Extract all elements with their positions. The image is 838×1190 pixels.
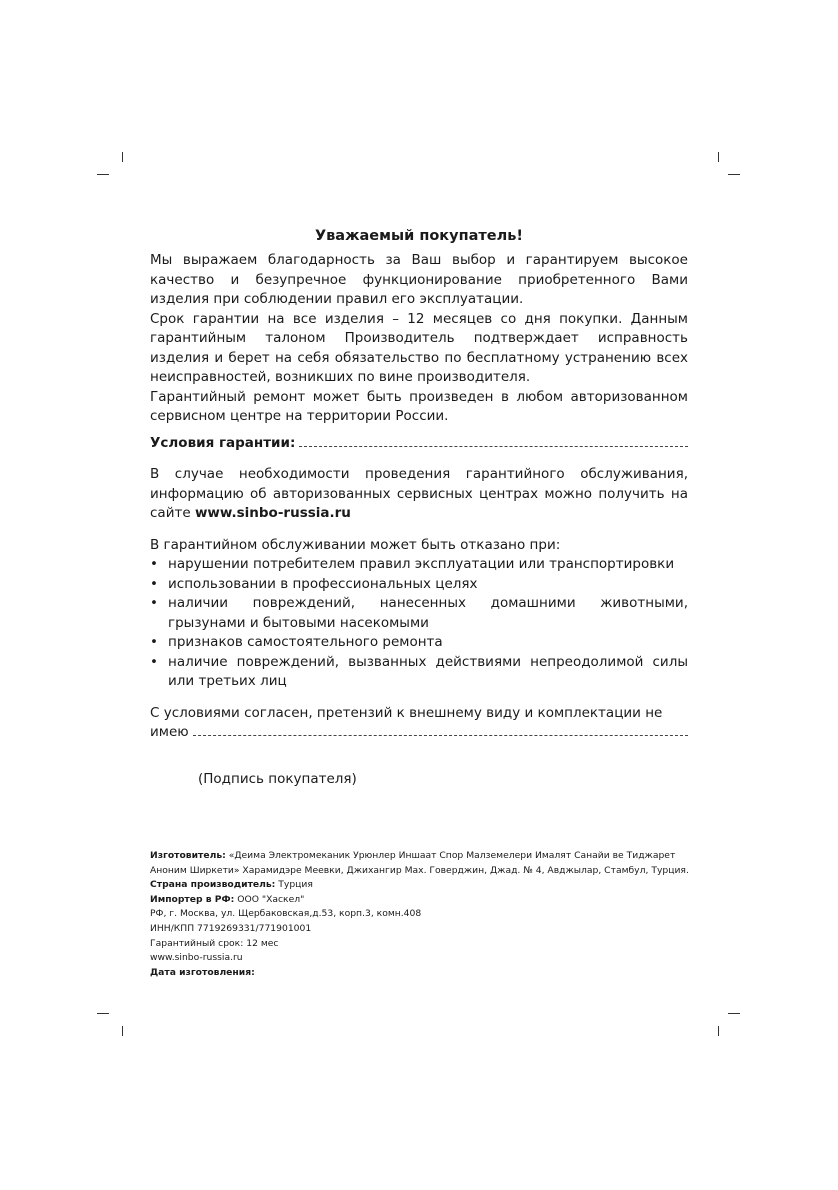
crop-mark xyxy=(122,152,123,162)
list-item xyxy=(150,633,688,653)
conditions-heading-row xyxy=(150,434,688,454)
manufacturer-line xyxy=(150,849,695,878)
conditions-text: В случае необходимости проведения гарантийного обслуживания, информацию об авторизованных сервисных центрах можно получить на сайте xyxy=(150,466,688,521)
warranty-card xyxy=(150,228,688,787)
crop-mark xyxy=(97,174,109,175)
refusal-list xyxy=(150,555,688,692)
page-title: Уважаемый покупатель! xyxy=(314,228,524,244)
service-paragraph: Гарантийный ремонт может быть произведен в любом авторизованном сервисном центре на территории России. xyxy=(150,388,688,424)
crop-mark xyxy=(122,1026,123,1036)
crop-mark xyxy=(718,152,719,162)
country-value: Турция xyxy=(278,879,313,891)
site-link: www.sinbo-russia.ru xyxy=(194,505,351,521)
signature-caption: (Подпись покупателя) xyxy=(198,770,357,787)
agreement-sign-row xyxy=(150,723,688,743)
list-item xyxy=(150,594,688,633)
crop-mark xyxy=(97,1013,109,1014)
dashed-line xyxy=(299,434,688,447)
footer-site: www.sinbo-russia.ru xyxy=(150,952,243,964)
manufacturer-label: Изготовитель: xyxy=(150,850,226,861)
intro-paragraph: Мы выражаем благодарность за Ваш выбор и гарантируем высокое качество и безупречное функционирование приобретенного Вами изделия при соблюдении правил его эксплуатации. xyxy=(150,252,688,307)
crop-mark xyxy=(718,1026,719,1036)
conditions-paragraph xyxy=(150,465,688,524)
importer-address: РФ, г. Москва, ул. Щербаковская,д.53, корп.3, комн.408 xyxy=(150,908,422,920)
importer-label: Импортер в РФ: xyxy=(150,893,235,905)
agreement-line-2: имею xyxy=(150,724,189,740)
manufacture-date-label: Дата изготовления: xyxy=(150,966,255,978)
agreement-line: С условиями согласен, претензий к внешнему виду и комплектации не xyxy=(150,704,663,721)
manufacturer-info xyxy=(150,849,695,980)
list-item-text: нарушении потребителем правил эксплуатации или транспортировки xyxy=(168,556,675,572)
warranty-term-paragraph: Срок гарантии на все изделия – 12 месяцев со дня покупки. Данным гарантийным талоном Производитель подтверждает исправность изделия и берет на себя обязательство по бесплатному устранению всех неисправностей, возникших по вине производителя. xyxy=(150,310,688,385)
list-item-text: наличии повреждений, нанесенных домашними животными, грызунами и бытовыми насекомыми xyxy=(168,595,688,631)
inn-line: ИНН/КПП 7719269331/771901001 xyxy=(150,922,312,934)
bullet: • xyxy=(150,595,158,611)
list-item-text: наличие повреждений, вызванных действиями непреодолимой силы или третьих лиц xyxy=(168,653,688,689)
warranty-term-line: Гарантийный срок: 12 мес xyxy=(150,937,279,949)
country-label: Страна производитель: xyxy=(150,879,276,891)
manufacturer-value: «Деима Электромеканик Урюнлер Иншаат Спор Малземелери Ималят Санайи ве Тиджарет Аноним Ширкети» Харамидэре Меевки, Джихангир Мах. Говерджин, Джад. № 4, Авджылар, Стамбул, Турция. xyxy=(150,850,689,876)
list-item xyxy=(150,575,688,595)
refusal-intro: В гарантийном обслуживании может быть отказано при: xyxy=(150,536,561,553)
bullet: • xyxy=(150,634,158,650)
bullet: • xyxy=(150,575,158,592)
list-item-text: использовании в профессиональных целях xyxy=(168,575,478,592)
list-item xyxy=(150,653,688,692)
bullet: • xyxy=(150,556,158,572)
conditions-heading: Условия гарантии: xyxy=(150,434,296,451)
list-item-text: признаков самостоятельного ремонта xyxy=(168,634,443,650)
country-line xyxy=(150,878,695,893)
bullet: • xyxy=(150,653,158,670)
importer-line xyxy=(150,893,695,908)
list-item xyxy=(150,555,688,575)
signature-line[interactable] xyxy=(193,723,688,736)
crop-mark xyxy=(728,174,740,175)
crop-mark xyxy=(728,1013,740,1014)
importer-value: ООО "Хаскел" xyxy=(237,893,305,905)
